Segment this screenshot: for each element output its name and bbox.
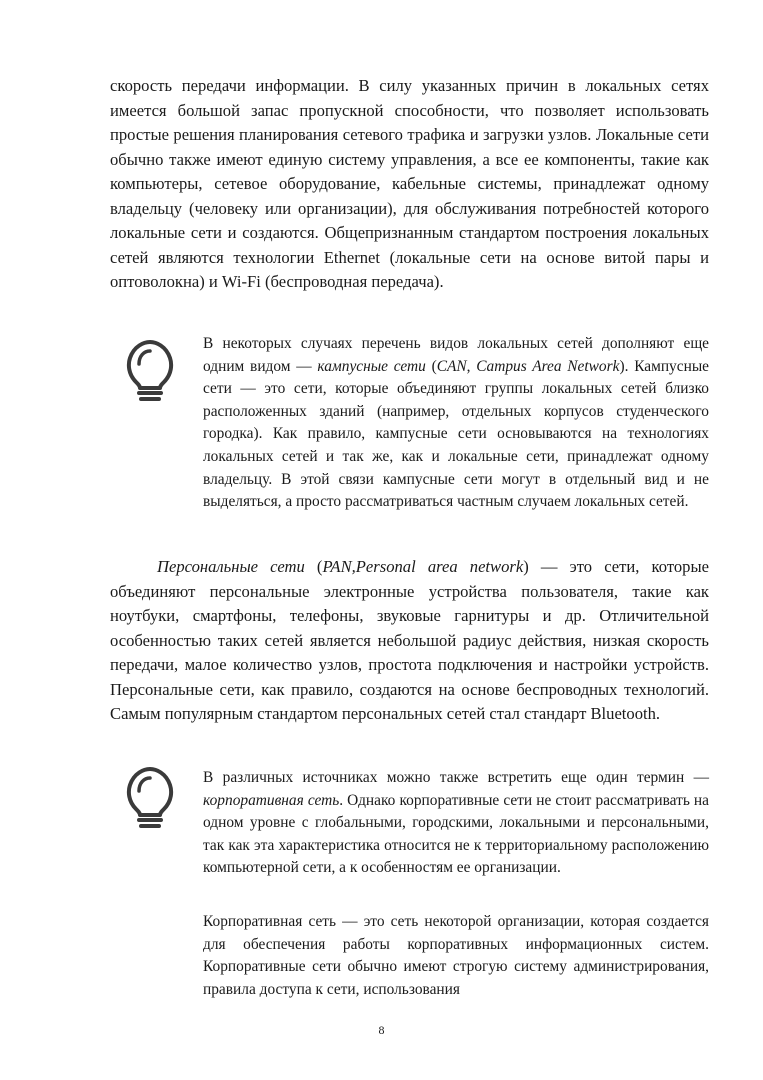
paren-open: (: [304, 557, 323, 576]
note-intro: В различных источниках можно также встретить еще один термин —: [203, 769, 709, 786]
note-term: кампусные сети: [317, 357, 426, 375]
note-corporate-definition: [203, 911, 709, 1001]
term-personal-networks: Персональные сети: [157, 557, 305, 576]
note-abbr: CAN: [436, 357, 467, 375]
note-comma: ,: [466, 357, 477, 375]
note-paren-close: ).: [619, 357, 629, 375]
term-pan: PAN,Personal area network: [322, 557, 524, 576]
note-english-term: Campus Area Network: [476, 357, 620, 375]
page-number: 8: [378, 1023, 385, 1037]
paragraph-personal-networks: [110, 555, 709, 727]
paragraph-rest: ) — это сети, которые объединяют персональные электронные устройства пользователя, такие как ноутбуки, смартфоны, телефоны, звуковые гарнитуры и др. Отличительной особенностью таких сетей является небольшой радиус действия, низкая скорость передачи, малое количество узлов, простота подключения и настройки устройств. Персональные сети, как правило, создаются на основе беспроводных технологий. Самым популярным стандартом персональных сетей стал стандарт Bluetooth.: [110, 557, 709, 723]
note-intro: В некоторых случаях перечень видов локальных сетей дополняют еще одним видом —: [203, 335, 709, 375]
lightbulb-icon: [126, 340, 174, 406]
note-rest: . Однако корпоративные сети не стоит рассматривать на одном уровне с глобальными, городскими, локальными и персональными, так как эта характеристика относится не к территориальному расположению компьютерной сети, а к особенностям ее организации.: [203, 791, 709, 877]
lightbulb-icon: [126, 767, 174, 833]
note-rest: Кампусные сети — это сети, которые объединяют группы локальных сетей близко расположенных зданий (например, отдельных корпусов студенческого городка). Как правило, кампусные сети основываются на технологиях локальных сетей и так же, как и локальные сети, принадлежат одному владельцу. В этой связи кампусные сети могут в отдельный вид и не выделяться, а просто рассматриваться частным случаем локальных сетей.: [203, 357, 709, 511]
note-paragraph: Корпоративная сеть — это сеть некоторой организации, которая создается для обеспечения работы корпоративных информационных систем. Корпоративные сети обычно имеют строгую систему администрирования, правила доступа к сети, использования: [203, 913, 709, 998]
note-corporate-network: [203, 767, 709, 880]
paragraph-text: скорость передачи информации. В силу указанных причин в локальных сетях имеется большой запас пропускной способности, что позволяет использовать простые решения планирования сетевого трафика и загрузки узлов. Локальные сети обычно также имеют единую систему управления, а все ее компоненты, такие как компьютеры, сетевое оборудование, кабельные системы, принадлежат одному владельцу (человеку или организации), для обслуживания потребностей которого локальные сети и создаются. Общепризнанным стандартом построения локальных сетей являются технологии Ethernet (локальные сети на основе витой пары и оптоволокна) и Wi-Fi (беспроводная передача).: [110, 76, 709, 291]
note-campus-networks: [203, 333, 709, 514]
note-term: корпоративная сеть: [203, 791, 340, 809]
note-paren-open: (: [425, 357, 437, 375]
paragraph-local-networks: [110, 74, 709, 295]
